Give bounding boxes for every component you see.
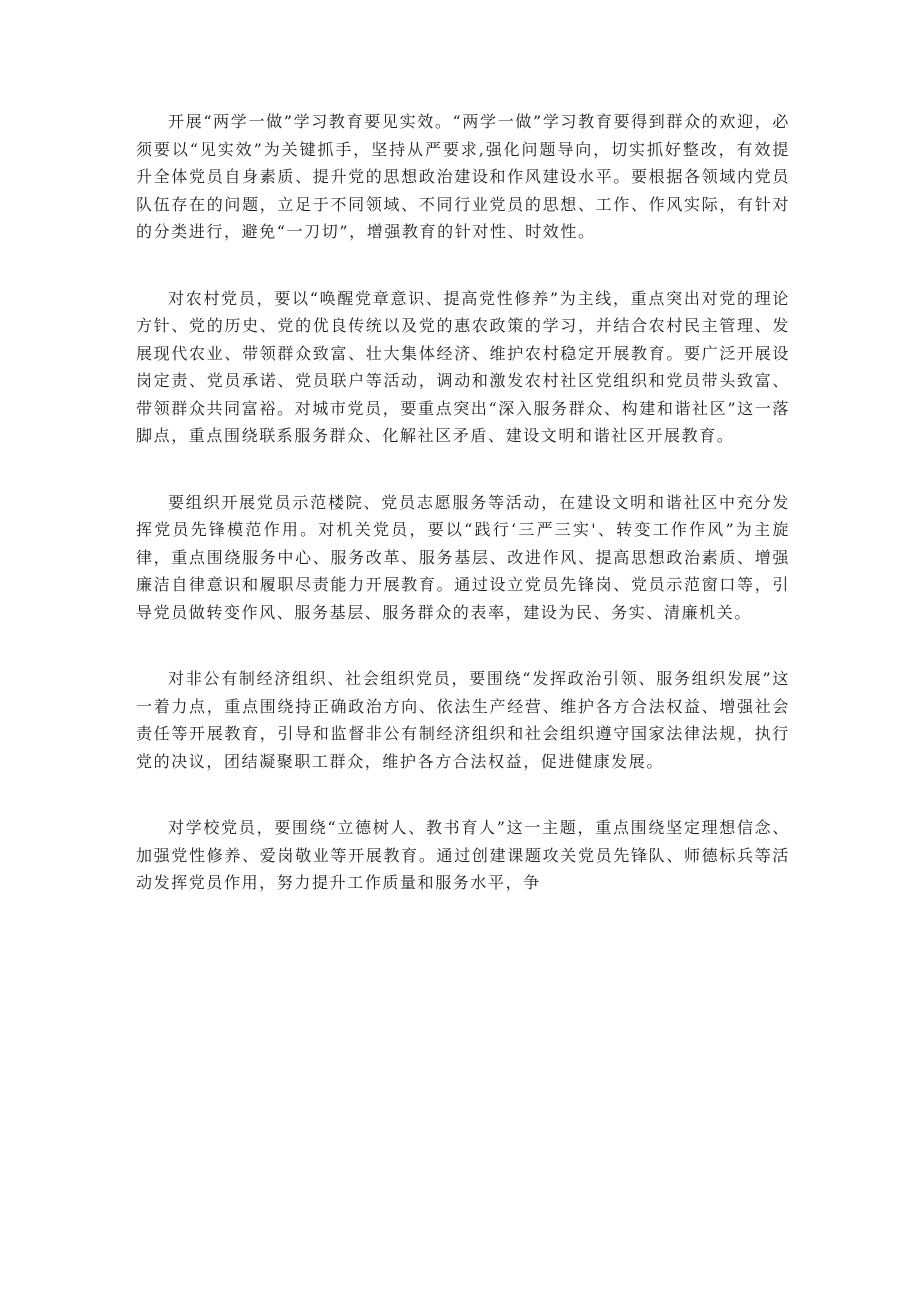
paragraph-two-learn-one-do-effectiveness: 开展“两学一做”学习教育要见实效。“两学一做”学习教育要得到群众的欢迎，必须要以“见实效”为关键抓手，坚持从严要求,强化问题导向，切实抓好整改，有效提升全体党员自身素质、提升党的思想政治建设和作风建设水平。要根据各领域内党员队伍存在的问题，立足于不同领域、不同行业党员的思想、工作、作风实际，有针对的分类进行，避免“一刀切”，增强教育的针对性、时效性。 (136, 112, 790, 241)
paragraph-non-public-organizations: 对非公有制经济组织、社会组织党员，要围绕“发挥政治引领、服务组织发展”这一着力点，重点围绕持正确政治方向、依法生产经营、维护各方合法权益、增强社会责任等开展教育，引导和监督非公有制经济组织和社会组织遵守国家法律法规，执行党的决议，团结凝聚职工群众，维护各方合法权益，促进健康发展。 (136, 669, 790, 771)
paragraph-school-members: 对学校党员，要围绕“立德树人、教书育人”这一主题，重点围绕坚定理想信念、加强党性修养、爱岗敬业等开展教育。通过创建课题攻关党员先锋队、师德标兵等活动发挥党员作用，努力提升工作质量和服务水平，争 (136, 818, 790, 892)
paragraph-organ-members: 要组织开展党员示范楼院、党员志愿服务等活动，在建设文明和谐社区中充分发挥党员先锋模范作用。对机关党员，要以“践行‘三严三实'、转变工作作风”为主旋律，重点围绕服务中心、服务改革、服务基层、改进作风、提高思想政治素质、增强廉洁自律意识和履职尽责能力开展教育。通过设立党员先锋岗、党员示范窗口等，引导党员做转变作风、服务基层、服务群众的表率，建设为民、务实、清廉机关。 (136, 492, 790, 622)
paragraph-rural-and-urban-members: 对农村党员，要以“唤醒党章意识、提高党性修养”为主线，重点突出对党的理论方针、党的历史、党的优良传统以及党的惠农政策的学习，并结合农村民主管理、发展现代农业、带领群众致富、壮大集体经济、维护农村稳定开展教育。要广泛开展设岗定责、党员承诺、党员联户等活动，调动和激发农村社区党组织和党员带头致富、带领群众共同富裕。对城市党员，要重点突出“深入服务群众、构建和谐社区”这一落脚点，重点围绕联系服务群众、化解社区矛盾、建设文明和谐社区开展教育。 (136, 288, 790, 445)
document-body (136, 108, 790, 897)
